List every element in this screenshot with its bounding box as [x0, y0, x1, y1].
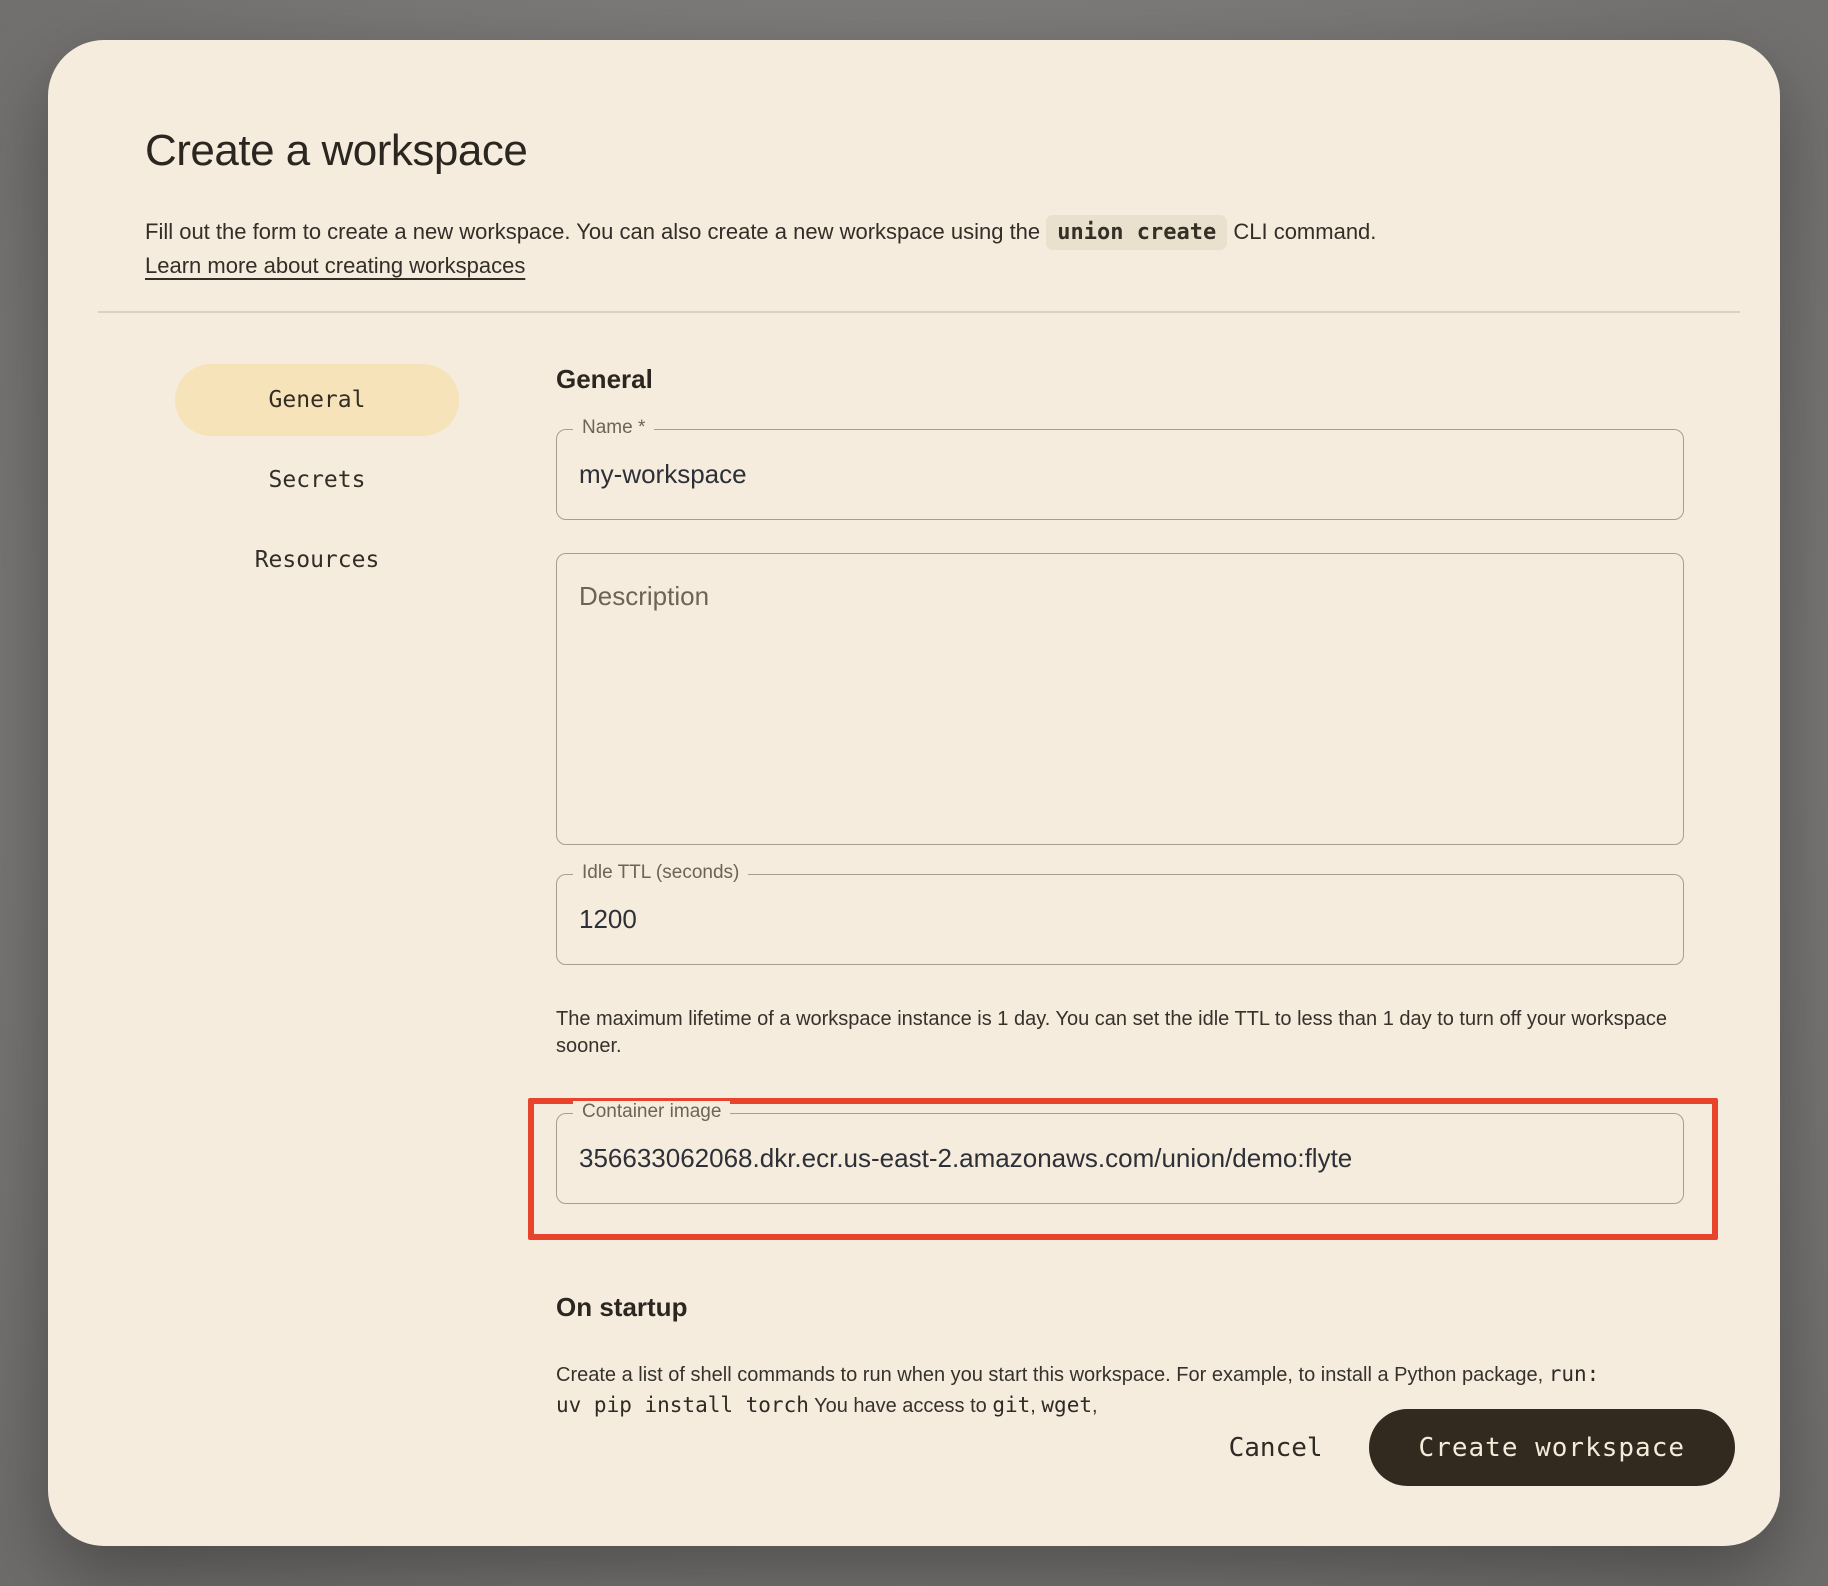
container-image-input[interactable]: [557, 1114, 1683, 1203]
idle-ttl-input[interactable]: [557, 875, 1683, 964]
cancel-button[interactable]: Cancel: [1228, 1432, 1323, 1463]
on-startup-description: Create a list of shell commands to run when you start this workspace. For example, to install a Python package, run: uv pip install torch You have access to git, wget,: [556, 1362, 1600, 1417]
create-workspace-dialog: [48, 40, 1780, 1546]
name-field: [556, 417, 1684, 520]
tab-general-label: General: [268, 387, 366, 413]
dialog-body: [145, 364, 1684, 1421]
annotation-highlight-box: [528, 1098, 1718, 1240]
container-image-field-label: Container image: [573, 1101, 730, 1123]
description-field: [556, 553, 1684, 845]
tab-general[interactable]: [175, 364, 459, 436]
idle-ttl-helper-text: The maximum lifetime of a workspace instance is 1 day. You can set the idle TTL to less than 1 day to turn off your workspace sooner.: [556, 1008, 1667, 1057]
idle-ttl-field-label: Idle TTL (seconds): [573, 862, 748, 884]
form-section-tabs: [145, 364, 556, 1421]
header-divider: [98, 311, 1740, 313]
learn-more-link[interactable]: Learn more about creating workspaces: [145, 253, 526, 278]
section-title-on-startup: On startup: [556, 1292, 688, 1322]
general-form: [556, 364, 1684, 1421]
container-image-field: [556, 1101, 1684, 1204]
tab-resources[interactable]: [175, 524, 459, 596]
page-title: Create a workspace: [145, 126, 528, 175]
dialog-subtitle: Fill out the form to create a new workspace. You can also create a new workspace using the union create CLI command.: [145, 214, 1684, 251]
tab-secrets[interactable]: [175, 444, 459, 516]
name-input[interactable]: [557, 430, 1683, 519]
tab-secrets-label: Secrets: [268, 467, 366, 493]
description-textarea[interactable]: [556, 553, 1684, 845]
tab-resources-label: Resources: [254, 547, 380, 573]
idle-ttl-field: [556, 862, 1684, 965]
section-title-general: General: [556, 364, 653, 394]
dialog-actions: [1229, 1409, 1735, 1486]
name-field-label: Name *: [573, 417, 654, 439]
create-workspace-button[interactable]: Create workspace: [1369, 1409, 1735, 1486]
